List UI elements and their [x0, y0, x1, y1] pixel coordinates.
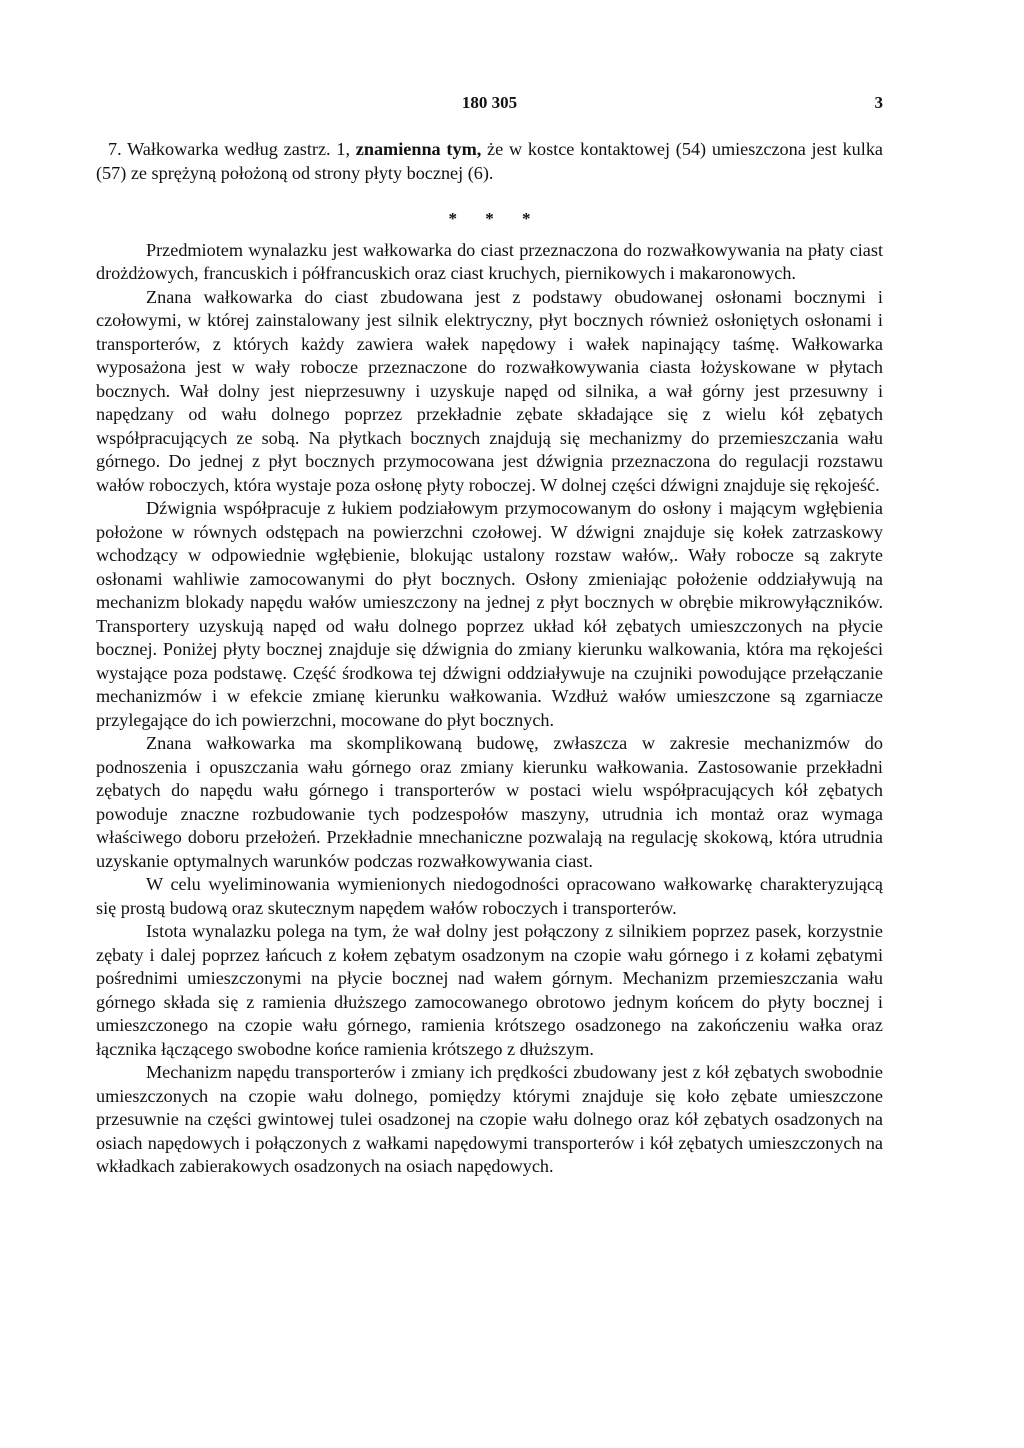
paragraph-4: Znana wałkowarka ma skomplikowaną budowę, zwłaszcza w zakresie mechanizmów do podnoszenia i opuszczania wału górnego oraz zmiany kierunku wałkowania. Zastosowanie przekładni zębatych do napędu wału górnego i transporterów w postaci wielu współpracujących kół zębatych powoduje znaczne rozbudowanie tych podzespołów maszyny, utrudnia ich montaż oraz wymaga właściwego doboru przełożeń. Przekładnie mnechaniczne pozwalają na regulację skokową, która utrudnia uzyskanie optymalnych warunków podczas rozwałkowywania ciast. — [96, 733, 883, 871]
paragraph-1: Przedmiotem wynalazku jest wałkowarka do ciast przeznaczona do rozwałkowywania na płaty ciast drożdżowych, francuskich i półfrancuskich oraz ciast kruchych, piernikowych i makaronowych. — [96, 239, 883, 283]
paragraph-7: Mechanizm napędu transporterów i zmiany ich prędkości zbudowany jest z kół zębatych swobodnie umieszczonych na czopie wału dolnego, pomiędzy którymi znajduje się koło zębate umieszczone przesuwnie na części gwintowej tulei osadzonej na czopie wału dolnego oraz kół zębatych osadzonych na osiach napędowych i połączonych z wałkami napędowymi transporterów i kół zębatych umieszczonych na wkładkach zabierakowych osadzonych na osiach napędowych. — [96, 1062, 883, 1176]
document-body — [96, 138, 883, 1179]
paragraph-3: Dźwignia współpracuje z łukiem podziałowym przymocowanym do osłony i mającym wgłębienia położone w równych odstępach na powierzchni czołowej. W dźwigni znajduje się kołek zatrzaskowy wchodzący w odpowiednie wgłębienie, blokując ustalony rozstaw wałów,. Wały robocze są zakryte osłonami wahliwie zamocowanymi do płyt bocznych. Osłony zmieniając położenie oddziaływują na mechanizm blokady napędu wałów umieszczony na jednej z płyt bocznych w obrębie mikrowyłączników. Transportery uzyskują napęd od wału dolnego poprzez układ kół zębatych umieszczonych na płycie bocznej. Poniżej płyty bocznej znajduje się dźwignia do zmiany kierunku walkowania, która ma rękojeści wystające poza podstawę. Część środkowa tej dźwigni oddziaływuje na czujniki powodujące przełączanie mechanizmów i w efekcie zmianę kierunku wałkowania. Wzdłuż wałów umieszczone są zgarniacze przylegające do ich powierzchni, mocowane do płyt bocznych. — [96, 498, 883, 730]
page-header — [96, 93, 883, 117]
claim-emphasis: znamienna tym, — [355, 139, 482, 159]
section-separator: * * * — [448, 209, 543, 228]
patent-number: 180 305 — [461, 93, 518, 112]
claim-7 — [96, 138, 883, 185]
claim-text: że w kostce kontaktowej (54) umieszczona jest kulka (57) ze sprężyną położoną od strony płyty bocznej (6). — [96, 139, 883, 183]
paragraph-6: Istota wynalazku polega na tym, że wał dolny jest połączony z silnikiem poprzez pasek, korzystnie zębaty i dalej poprzez łańcuch z kołem zębatym osadzonym na czopie wału górnego i z kołami zębatymi pośrednimi umieszczonymi na płycie bocznej nad wałem górnym. Mechanizm przemieszczania wału górnego składa się z ramienia dłuższego zamocowanego obrotowo jednym końcem do płyty bocznej i umieszczonego na czopie wału górnego, ramienia krótszego osadzonego na zakończeniu wałka oraz łącznika łączącego swobodne końce ramienia krótszego z dłuższym. — [96, 921, 883, 1059]
paragraph-5: W celu wyeliminowania wymienionych niedogodności opracowano wałkowarkę charakteryzującą się prostą budową oraz skutecznym napędem wałów roboczych i transporterów. — [96, 874, 883, 918]
page-number: 3 — [874, 93, 883, 112]
paragraph-2: Znana wałkowarka do ciast zbudowana jest z podstawy obudowanej osłonami bocznymi i czołowymi, w której zainstalowany jest silnik elektryczny, płyt bocznych również osłoniętych osłonami i transporterów, z których każdy zawiera wałek napędowy i wałek napinający taśmę. Wałkowarka wyposażona jest w wały robocze przeznaczone do rozwałkowywania ciasta łożyskowane w płytach bocznych. Wał dolny jest nieprzesuwny i uzyskuje napęd od silnika, a wał górny jest przesuwny i napędzany od wału dolnego poprzez przekładnie zębate składające się z wielu kół zębatych współpracujących ze sobą. Na płytkach bocznych znajdują się mechanizmy do przemieszczania wału górnego. Do jednej z płyt bocznych przymocowana jest dźwignia przeznaczona do regulacji rozstawu wałów roboczych, która wystaje poza osłonę płyty roboczej. W dolnej części dźwigni znajduje się rękojeść. — [96, 286, 883, 495]
claim-prefix: 7. Wałkowarka według zastrz. 1, — [108, 139, 356, 159]
